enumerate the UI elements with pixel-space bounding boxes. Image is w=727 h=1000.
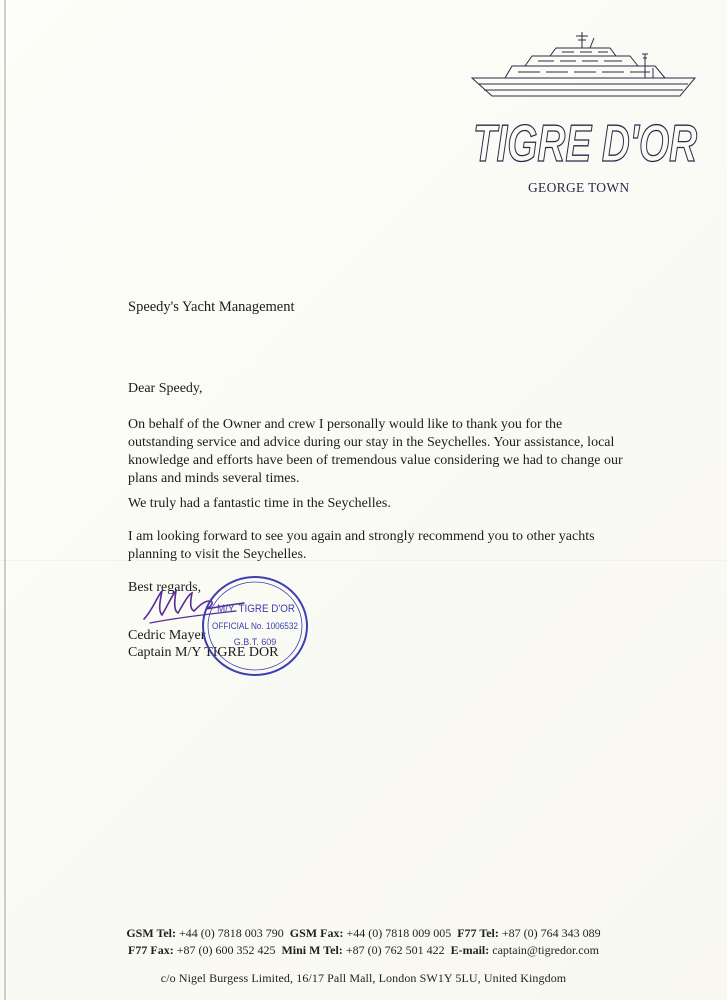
gsm-tel-label: GSM Tel: <box>126 926 177 940</box>
email-label: E-mail: <box>450 943 490 957</box>
body-paragraph-3: I am looking forward to see you again and strongly recommend you to other yachts planning to visit the Seychelles. <box>128 529 595 562</box>
f77-fax-label: F77 Fax: <box>128 943 174 957</box>
footer-contact-line-2 <box>0 943 727 958</box>
gsm-fax-value: +44 (0) 7818 009 005 <box>346 926 452 940</box>
body-paragraph-1: On behalf of the Owner and crew I personally would like to thank you for the outstanding service and advice during our stay in the Seychelles. Your assistance, local knowledge and efforts have been of tremendous value considering we had to change our plans and minds several times. <box>128 417 623 486</box>
stamp-line-1: M/Y. TIGRE D'OR <box>217 603 296 615</box>
recipient-name: Speedy's Yacht Management <box>128 299 295 315</box>
signer-name: Cedric Mayer <box>128 628 206 643</box>
email-value: captain@tigredor.com <box>492 943 599 957</box>
f77-tel-label: F77 Tel: <box>457 926 499 940</box>
brand-logo-text: TIGRE D'OR <box>473 115 698 173</box>
f77-fax-value: +87 (0) 600 352 425 <box>176 943 276 957</box>
footer-contact-line-1 <box>0 926 727 941</box>
stamp-line-2: OFFICIAL No. 1006532 <box>212 621 298 631</box>
gsm-tel-value: +44 (0) 7818 003 790 <box>179 926 284 940</box>
official-stamp <box>200 574 310 678</box>
closing: Best regards, <box>128 580 202 595</box>
f77-tel-value: +87 (0) 764 343 089 <box>501 926 601 940</box>
signer-title: Captain M/Y TIGRE DOR <box>128 645 279 660</box>
body-paragraph-2: We truly had a fantastic time in the Seychelles. <box>128 496 391 511</box>
gsm-fax-label: GSM Fax: <box>289 926 344 940</box>
footer-address: c/o Nigel Burgess Limited, 16/17 Pall Mall, London SW1Y 5LU, United Kingdom <box>160 971 567 985</box>
page-edge-shadow <box>4 0 6 1000</box>
brand-logo <box>470 103 700 175</box>
stamp-line-3: G.B.T. 609 <box>233 637 277 647</box>
letterhead-town: GEORGE TOWN <box>528 180 630 195</box>
yacht-illustration <box>470 28 700 108</box>
mini-m-tel-value: +87 (0) 762 501 422 <box>345 943 445 957</box>
mini-m-tel-label: Mini M Tel: <box>281 943 343 957</box>
salutation: Dear Speedy, <box>128 381 203 396</box>
